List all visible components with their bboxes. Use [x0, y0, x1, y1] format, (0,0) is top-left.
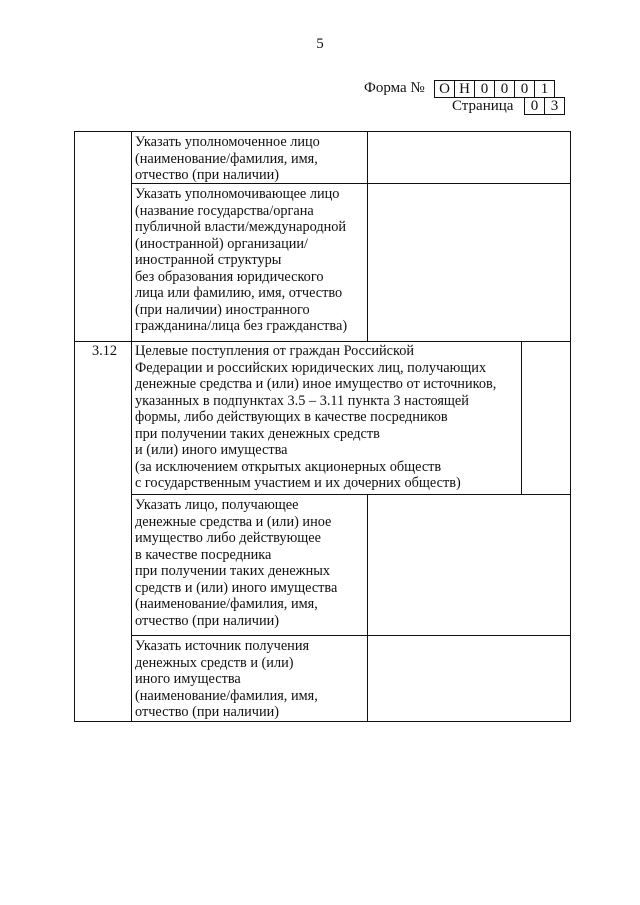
- row-target-receipts-label: Целевые поступления от граждан Российской Федерации и российских юридических лиц, получающих денежные средства и (или) иное имущество от источников, указанных в подпунктах 3.5 – 3.11 пункта 3 настоящей формы, либо действующих в качестве посредников при получении таких денежных средств и (или) иного имущества (за исключением открытых акционерных обществ с государственным участием и их дочерних обществ): [135, 343, 497, 491]
- form-code-cell: 0: [495, 81, 515, 97]
- form-code-cell: Н: [455, 81, 475, 97]
- form-code-cell: 1: [535, 81, 555, 97]
- row-recipient-person-label: Указать лицо, получающее денежные средства и (или) иное имущество либо действующее в качестве посредника при получении таких денежных средств и (или) иного имущества (наименование/фамилия, имя, отчество (при наличии): [135, 497, 338, 629]
- form-code-cell: 0: [475, 81, 495, 97]
- form-code-cell: 0: [515, 81, 535, 97]
- row-number-3-12: 3.12: [92, 343, 118, 359]
- page-code-cell: 0: [525, 98, 545, 114]
- page-label: Страница: [452, 98, 514, 114]
- form-number-label: Форма №: [364, 80, 425, 96]
- page-number: 5: [316, 36, 324, 52]
- row-funds-source-label: Указать источник получения денежных средств и (или) иного имущества (наименование/фамилия, имя, отчество (при наличии): [135, 638, 318, 720]
- form-number-cells: [434, 80, 555, 98]
- form-code-cell: О: [435, 81, 455, 97]
- page-code-cell: 3: [545, 98, 565, 114]
- row-authorizing-person-label: Указать уполномочивающее лицо (название государства/органа публичной власти/международной (иностранной) организации/ иностранной структуры без образования юридического лица или фамилию, имя, отчество (при наличии) иностранного гражданина/лица без гражданства): [135, 186, 348, 334]
- page-number-cells: [524, 97, 565, 115]
- row-authorized-person-label: Указать уполномоченное лицо (наименование/фамилия, имя, отчество (при наличии): [135, 134, 320, 183]
